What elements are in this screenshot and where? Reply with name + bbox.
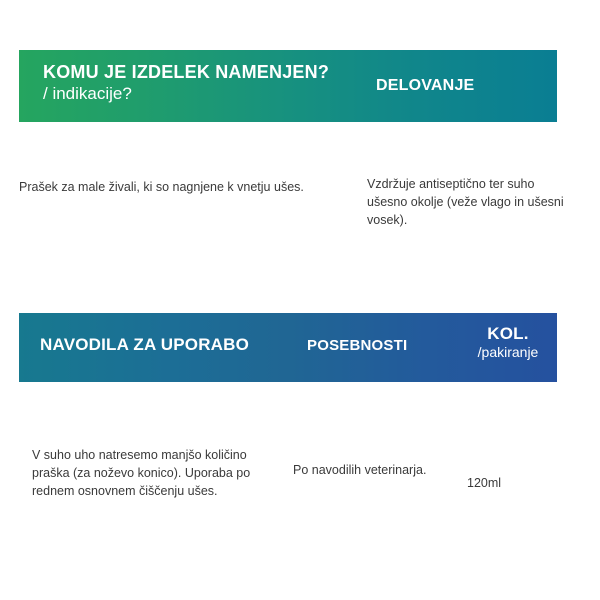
header-cell-navodila-za-uporabo: [40, 336, 249, 354]
header-subtitle-indikacije: / indikacije?: [43, 84, 132, 104]
section-two-header-bar: [19, 313, 557, 382]
section-one-header-bar: [19, 50, 557, 122]
header-cell-kolicina: [462, 325, 554, 360]
header-subtitle-pakiranje: /pakiranje: [477, 344, 539, 361]
header-cell-delovanje: [376, 77, 474, 94]
header-cell-indications: [43, 63, 329, 104]
header-title-navodila-za-uporabo: NAVODILA ZA UPORABO: [40, 335, 250, 354]
body-text-delovanje: Vzdržuje antiseptično ter suho ušesno okolje (veže vlago in ušesni vosek).: [367, 177, 564, 227]
body-text-posebnosti: Po navodilih veterinarja.: [293, 463, 427, 477]
header-title-kol: KOL.: [487, 324, 529, 343]
header-title-komu-je-izdelek-namenjen: KOMU JE IZDELEK NAMENJEN?: [43, 62, 330, 82]
body-text-kolicina: 120ml: [467, 476, 502, 490]
body-text-navodila-za-uporabo: V suho uho natresemo manjšo količino praška (za noževo konico). Uporaba po rednem osnovnem čiščenju ušes.: [32, 448, 251, 498]
header-title-posebnosti: POSEBNOSTI: [307, 337, 408, 354]
body-text-indications: Prašek za male živali, ki so nagnjene k vnetju ušes.: [19, 180, 304, 194]
header-cell-posebnosti: [307, 338, 407, 354]
header-title-delovanje: DELOVANJE: [376, 77, 475, 94]
